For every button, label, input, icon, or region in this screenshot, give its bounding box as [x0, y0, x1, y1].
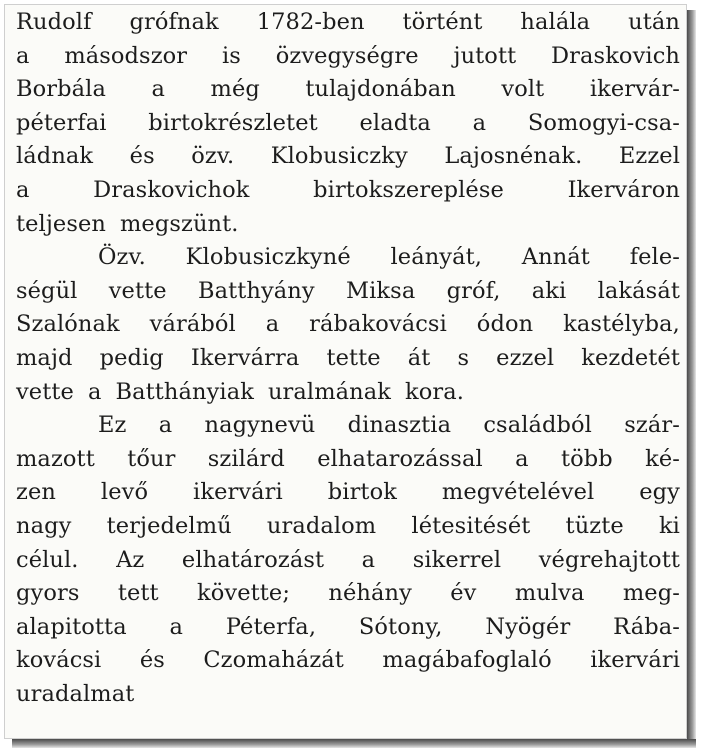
word: ládnak: [16, 143, 94, 170]
word: is: [221, 42, 241, 69]
word: célul.: [16, 546, 79, 573]
word: a: [472, 109, 487, 136]
word: létesitését: [411, 512, 531, 539]
text-line: [16, 409, 680, 443]
article-text: [16, 6, 680, 711]
word: ódon: [476, 311, 534, 338]
word: Miksa: [346, 277, 416, 304]
text-line: [16, 376, 680, 410]
word: tőur: [127, 445, 176, 472]
word: másodszor: [64, 42, 188, 69]
word: uradalom: [266, 512, 377, 539]
word: történt: [402, 9, 483, 35]
word: halála: [520, 9, 591, 35]
text-line: [16, 510, 680, 544]
word: év: [450, 580, 477, 607]
text-line: [16, 275, 680, 309]
word: birtokszereplése: [313, 176, 504, 203]
clipping-shadow-bottom: [12, 739, 696, 748]
text-line: [16, 73, 680, 107]
word: vette: [108, 277, 167, 304]
word: a: [151, 76, 165, 103]
word: a: [158, 412, 173, 439]
word: rábakovácsi: [309, 311, 447, 338]
word: várából: [149, 311, 236, 338]
word: nagynevü: [204, 412, 316, 439]
word: kora.: [404, 378, 464, 405]
text-line: [16, 476, 680, 510]
text-line: [16, 208, 680, 242]
word: levő: [100, 479, 149, 506]
word: ikervári: [590, 647, 680, 674]
word: a: [169, 613, 184, 640]
word: Péterfa,: [225, 613, 317, 640]
word: és: [129, 143, 155, 170]
word: néhány: [328, 580, 412, 607]
word: ezzel: [496, 344, 555, 371]
word: fele-: [629, 244, 680, 271]
word: meg-: [622, 580, 680, 607]
text-line: [16, 443, 680, 477]
word: birtokrészletet: [148, 109, 318, 136]
word: Draskovich: [551, 42, 680, 69]
word: tulajdonában: [305, 76, 456, 103]
word: leányát,: [390, 244, 483, 271]
text-line: [16, 577, 680, 611]
word: a: [87, 378, 102, 405]
word: Nyögér: [485, 613, 571, 640]
word: ségül: [16, 277, 78, 304]
word: Ikervárra: [190, 344, 300, 371]
word: Klobusiczkyné: [185, 244, 351, 271]
word: ki: [658, 512, 680, 539]
word: Ikerváron: [567, 176, 680, 203]
word: kastélyba,: [563, 311, 680, 338]
word: családból: [483, 412, 592, 439]
word: sikerrel: [412, 546, 502, 573]
word: egy: [639, 479, 680, 506]
word: Özv.: [98, 244, 146, 271]
word: uralmának: [267, 378, 391, 405]
word: jutott: [453, 42, 517, 69]
text-line: [16, 544, 680, 578]
word: követte;: [197, 580, 291, 607]
word: Az: [116, 546, 145, 573]
word: lakását: [597, 277, 680, 304]
word: tüzte: [565, 512, 624, 539]
word: grófnak: [129, 9, 219, 35]
word: Borbála: [16, 76, 106, 103]
word: magábafoglaló: [382, 647, 552, 674]
word: a: [16, 176, 30, 203]
word: több: [560, 445, 613, 472]
word: szár-: [624, 412, 680, 439]
word: végrehajtott: [538, 546, 680, 573]
word: a: [265, 311, 280, 338]
text-line: [16, 107, 680, 141]
word: teljesen: [16, 210, 106, 237]
word: Batthyány: [197, 277, 315, 304]
word: péterfai: [16, 109, 107, 136]
word: Rába-: [613, 613, 680, 640]
word: aki: [531, 277, 567, 304]
word: Klobusiczky: [270, 143, 408, 170]
word: a: [16, 42, 30, 69]
word: Lajosnénak.: [444, 143, 583, 170]
word: kovácsi: [16, 647, 102, 674]
word: megszünt.: [120, 210, 239, 237]
text-line: [16, 174, 680, 208]
word: nagy: [16, 512, 72, 539]
word: birtok: [327, 479, 397, 506]
word: Somogyi-csa-: [527, 109, 680, 136]
word: eladta: [359, 109, 431, 136]
word: szilárd: [207, 445, 285, 472]
word: még: [210, 76, 260, 103]
word: kezdetét: [581, 344, 680, 371]
word: Szalónak: [16, 311, 120, 338]
word: a: [515, 445, 529, 472]
word: tette: [326, 344, 381, 371]
word: majd: [16, 344, 73, 371]
text-line: [16, 308, 680, 342]
word: gróf,: [446, 277, 501, 304]
text-line: [16, 140, 680, 174]
text-line: [16, 611, 680, 645]
word: gyors: [16, 580, 80, 607]
text-line: [16, 644, 680, 678]
word: tett: [117, 580, 159, 607]
word: és: [139, 647, 165, 674]
word: ikervári: [193, 479, 283, 506]
word: terjedelmű: [106, 512, 232, 539]
word: a: [361, 546, 376, 573]
word: zen: [16, 479, 56, 506]
text-line: [16, 342, 680, 376]
word: megvételével: [441, 479, 595, 506]
word: Draskovichok: [93, 176, 250, 203]
word: özv.: [191, 143, 235, 170]
word: dinasztia: [347, 412, 452, 439]
word: után: [628, 9, 680, 35]
word: mulva: [514, 580, 585, 607]
word: ké-: [645, 445, 680, 472]
word: s: [457, 344, 470, 371]
text-line: [16, 241, 680, 275]
word: mazott: [16, 445, 95, 472]
word: Sótony,: [358, 613, 443, 640]
word: 1782-ben: [256, 9, 365, 35]
clipping-shadow-right: [687, 10, 696, 745]
word: Czomaházát: [203, 647, 344, 674]
word: volt: [501, 76, 545, 103]
word: pedig: [99, 344, 164, 371]
word: uradalmat: [16, 680, 135, 707]
word: alapitotta: [16, 613, 127, 640]
word: Rudolf: [16, 9, 92, 35]
text-line: [16, 6, 680, 40]
word: ikervár-: [589, 76, 680, 103]
word: Ezzel: [618, 143, 680, 170]
word: vette: [16, 378, 74, 405]
text-line: [16, 40, 680, 74]
word: elhatarozással: [317, 445, 483, 472]
word: Ez: [98, 412, 127, 439]
word: özvegységre: [275, 42, 419, 69]
word: Annát: [521, 244, 590, 271]
text-line: [16, 678, 680, 712]
word: elhatározást: [181, 546, 325, 573]
word: át: [407, 344, 431, 371]
word: Batthányiak: [115, 378, 254, 405]
